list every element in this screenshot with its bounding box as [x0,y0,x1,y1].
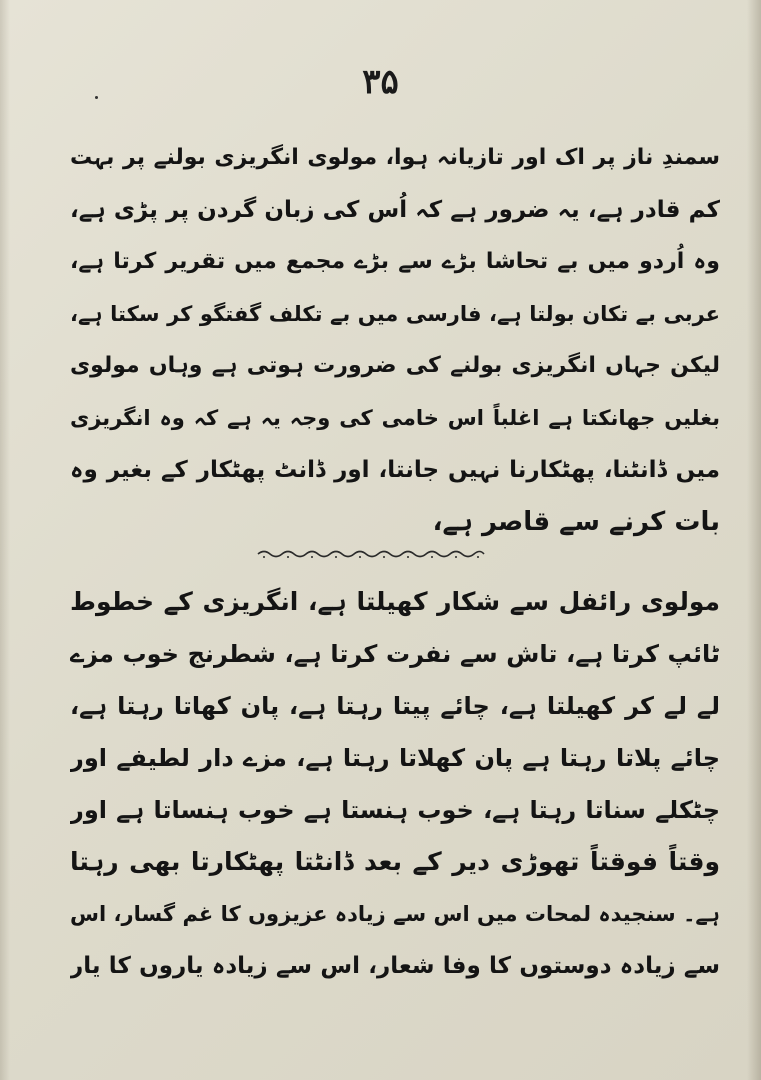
ink-speck [95,96,98,99]
text-line: سمندِ ناز پر اک اور تازیانہ ہوا، مولوی انگریزی بولنے پر بہت [70,145,720,170]
text-line: چائے پلاتا رہتا ہے پان کھلاتا رہتا ہے، مزے دار لطیفے اور [70,744,720,772]
text-line: مولوی رائفل سے شکار کھیلتا ہے، انگریزی کے خطوط [70,587,720,616]
text-line: عربی بے تکان بولتا ہے، فارسی میں بے تکلف گفتگو کر سکتا ہے، [70,302,720,326]
text-line: وقتاً فوقتاً تھوڑی دیر کے بعد ڈانٹتا پھٹکارتا بھی رہتا [70,847,720,876]
text-line: لیکن جہاں انگریزی بولنے کی ضرورت ہوتی ہے وہاں مولوی [70,353,720,378]
text-line: بغلیں جھانکتا ہے اغلباً اس خامی کی وجہ یہ ہے کہ وہ انگریزی [70,406,720,430]
text-line: کم قادر ہے، یہ ضرور ہے کہ اُس کی زبان گردن پر پڑی ہے، [70,197,720,223]
paragraph-1 [70,132,720,548]
text-line: وہ اُردو میں بے تحاشا بڑے سے بڑے مجمع میں تقریر کرتا ہے، [70,249,720,274]
text-line: ٹائپ کرتا ہے، تاش سے نفرت کرتا ہے، شطرنج خوب مزے [70,640,720,668]
page-number: ۳۵ [362,62,399,102]
text-line: لے لے کر کھیلتا ہے، چائے پیتا رہتا ہے، پان کھاتا رہتا ہے، [70,692,720,720]
text-line: بات کرنے سے قاصر ہے، [432,507,720,537]
text-line: ہے۔ سنجیدہ لمحات میں اس سے زیادہ عزیزوں کا غم گسار، اس [70,902,720,926]
section-divider [256,548,486,560]
text-line: میں ڈانٹنا، پھٹکارنا نہیں جانتا، اور ڈانٹ پھٹکار کے بغیر وہ [70,457,720,483]
text-line: چٹکلے سناتا رہتا ہے، خوب ہنستا ہے خوب ہنساتا ہے اور [70,796,720,824]
text-line: سے زیادہ دوستوں کا وفا شعار، اس سے زیادہ یاروں کا یار [70,953,720,979]
page-shadow-left [0,0,10,1080]
page-shadow-right [747,0,761,1080]
paragraph-2 [70,576,720,992]
